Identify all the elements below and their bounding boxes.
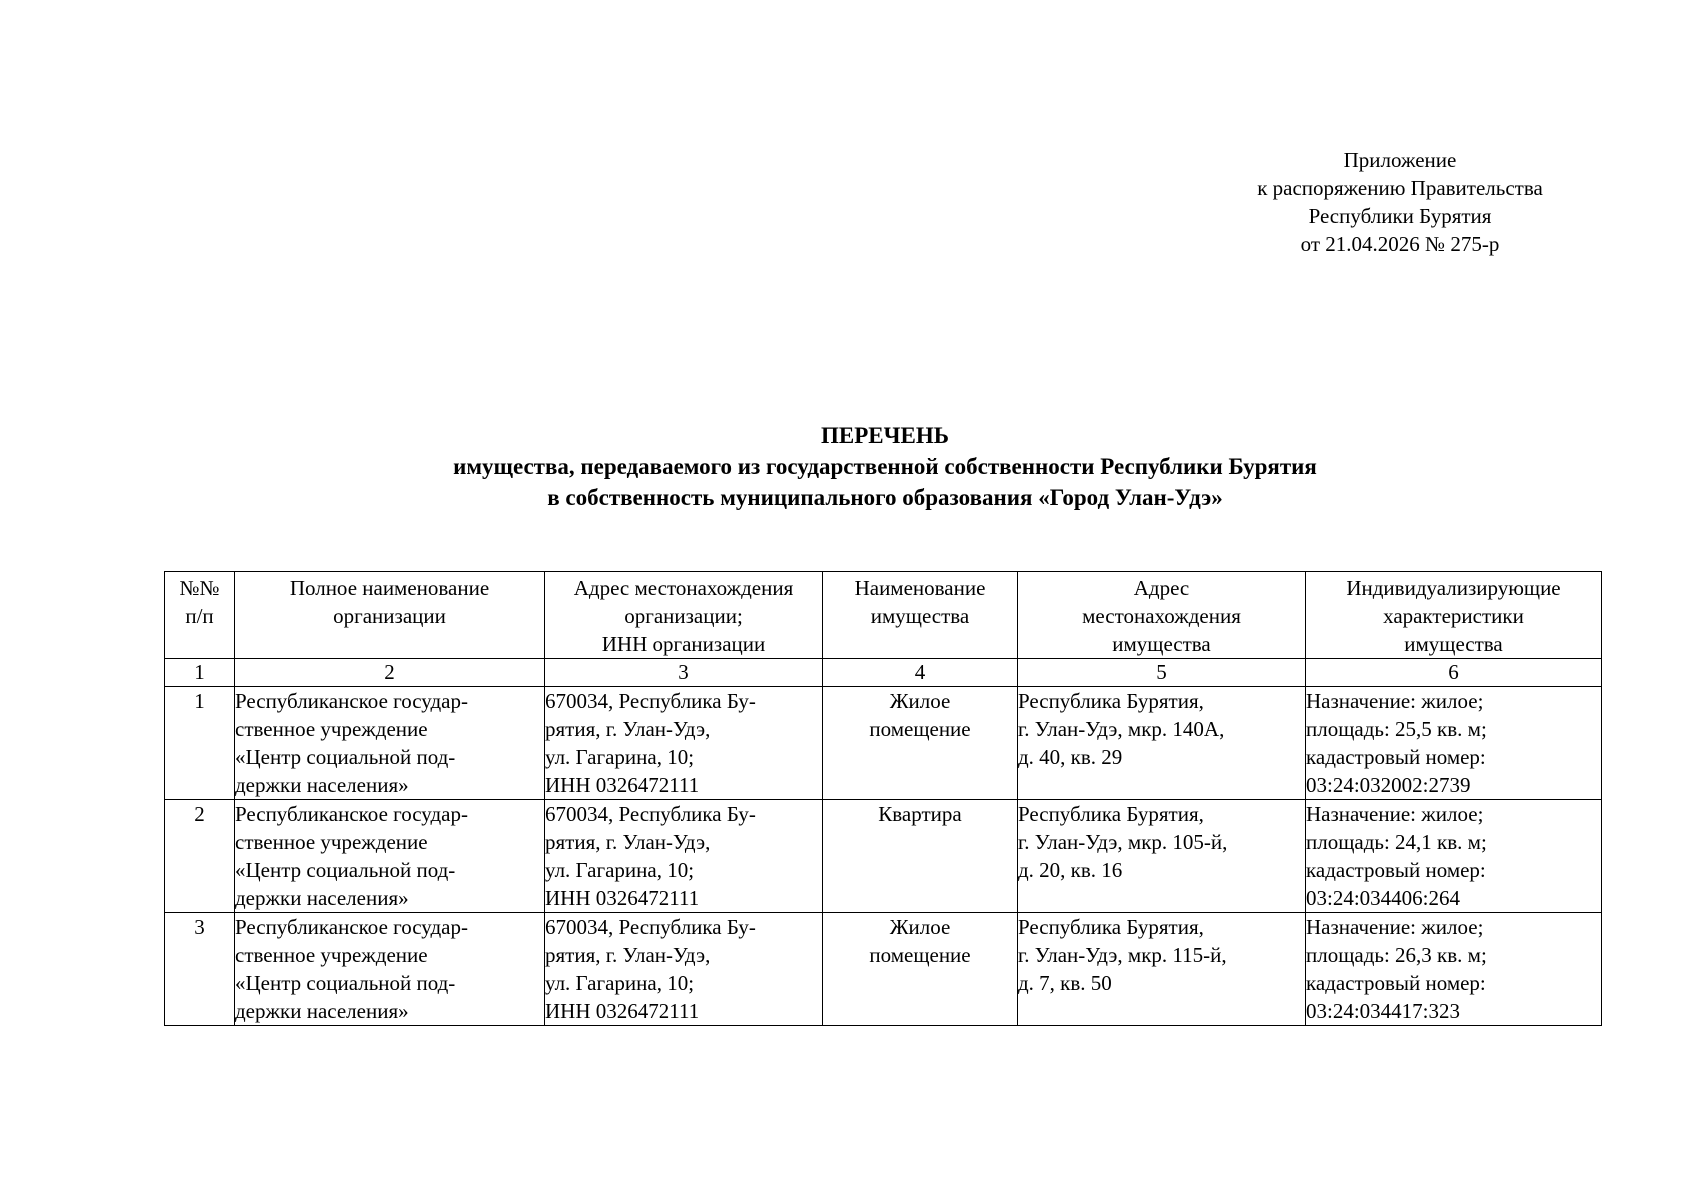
table-row (165, 913, 1602, 1026)
org-address-cell: 670034, Республика Бу- рятия, г. Улан-Удэ, ул. Гагарина, 10; ИНН 0326472111 (545, 913, 823, 1026)
table-row (165, 800, 1602, 913)
appendix-block (1190, 146, 1610, 258)
column-number: 1 (165, 659, 235, 687)
property-name-cell: Квартира (823, 800, 1018, 913)
org-name-cell: Республиканское государ- ственное учреждение «Центр социальной под- держки населения» (235, 800, 545, 913)
table-row (165, 687, 1602, 800)
column-number-row (165, 659, 1602, 687)
org-name-cell: Республиканское государ- ственное учреждение «Центр социальной под- держки населения» (235, 687, 545, 800)
column-number: 3 (545, 659, 823, 687)
title-line-2: имущества, передаваемого из государственной собственности Республики Бурятия (453, 454, 1317, 479)
org-name-cell: Республиканское государ- ственное учреждение «Центр социальной под- держки населения» (235, 913, 545, 1026)
header-number: №№ п/п (165, 572, 235, 659)
column-number: 6 (1306, 659, 1602, 687)
row-number: 3 (165, 913, 235, 1026)
header-property-address: Адрес местонахождения имущества (1018, 572, 1306, 659)
property-address-cell: Республика Бурятия, г. Улан-Удэ, мкр. 140А, д. 40, кв. 29 (1018, 687, 1306, 800)
title-heading: ПЕРЕЧЕНЬ (821, 423, 949, 448)
property-name-cell: Жилое помещение (823, 913, 1018, 1026)
header-org-address: Адрес местонахождения организации; ИНН организации (545, 572, 823, 659)
title-line-3: в собственность муниципального образования «Город Улан-Удэ» (547, 485, 1223, 510)
characteristics-cell: Назначение: жилое; площадь: 26,3 кв. м; кадастровый номер: 03:24:034417:323 (1306, 913, 1602, 1026)
property-table (164, 571, 1602, 1026)
column-number: 4 (823, 659, 1018, 687)
header-org-name: Полное наименование организации (235, 572, 545, 659)
document-title (165, 420, 1605, 513)
property-address-cell: Республика Бурятия, г. Улан-Удэ, мкр. 115-й, д. 7, кв. 50 (1018, 913, 1306, 1026)
appendix-region: Республики Бурятия (1308, 204, 1492, 228)
characteristics-cell: Назначение: жилое; площадь: 25,5 кв. м; кадастровый номер: 03:24:032002:2739 (1306, 687, 1602, 800)
property-address-cell: Республика Бурятия, г. Улан-Удэ, мкр. 105-й, д. 20, кв. 16 (1018, 800, 1306, 913)
header-property-name: Наименование имущества (823, 572, 1018, 659)
header-row (165, 572, 1602, 659)
row-number: 2 (165, 800, 235, 913)
appendix-date-number: от 21.04.2026 № 275-р (1300, 232, 1500, 256)
column-number: 2 (235, 659, 545, 687)
column-number: 5 (1018, 659, 1306, 687)
characteristics-cell: Назначение: жилое; площадь: 24,1 кв. м; кадастровый номер: 03:24:034406:264 (1306, 800, 1602, 913)
table-header (165, 572, 1602, 687)
header-characteristics: Индивидуализирующие характеристики имущества (1306, 572, 1602, 659)
org-address-cell: 670034, Республика Бу- рятия, г. Улан-Удэ, ул. Гагарина, 10; ИНН 0326472111 (545, 800, 823, 913)
appendix-label: Приложение (1343, 148, 1457, 172)
property-name-cell: Жилое помещение (823, 687, 1018, 800)
org-address-cell: 670034, Республика Бу- рятия, г. Улан-Удэ, ул. Гагарина, 10; ИНН 0326472111 (545, 687, 823, 800)
table-body (165, 687, 1602, 1026)
row-number: 1 (165, 687, 235, 800)
appendix-order-ref: к распоряжению Правительства (1257, 176, 1543, 200)
